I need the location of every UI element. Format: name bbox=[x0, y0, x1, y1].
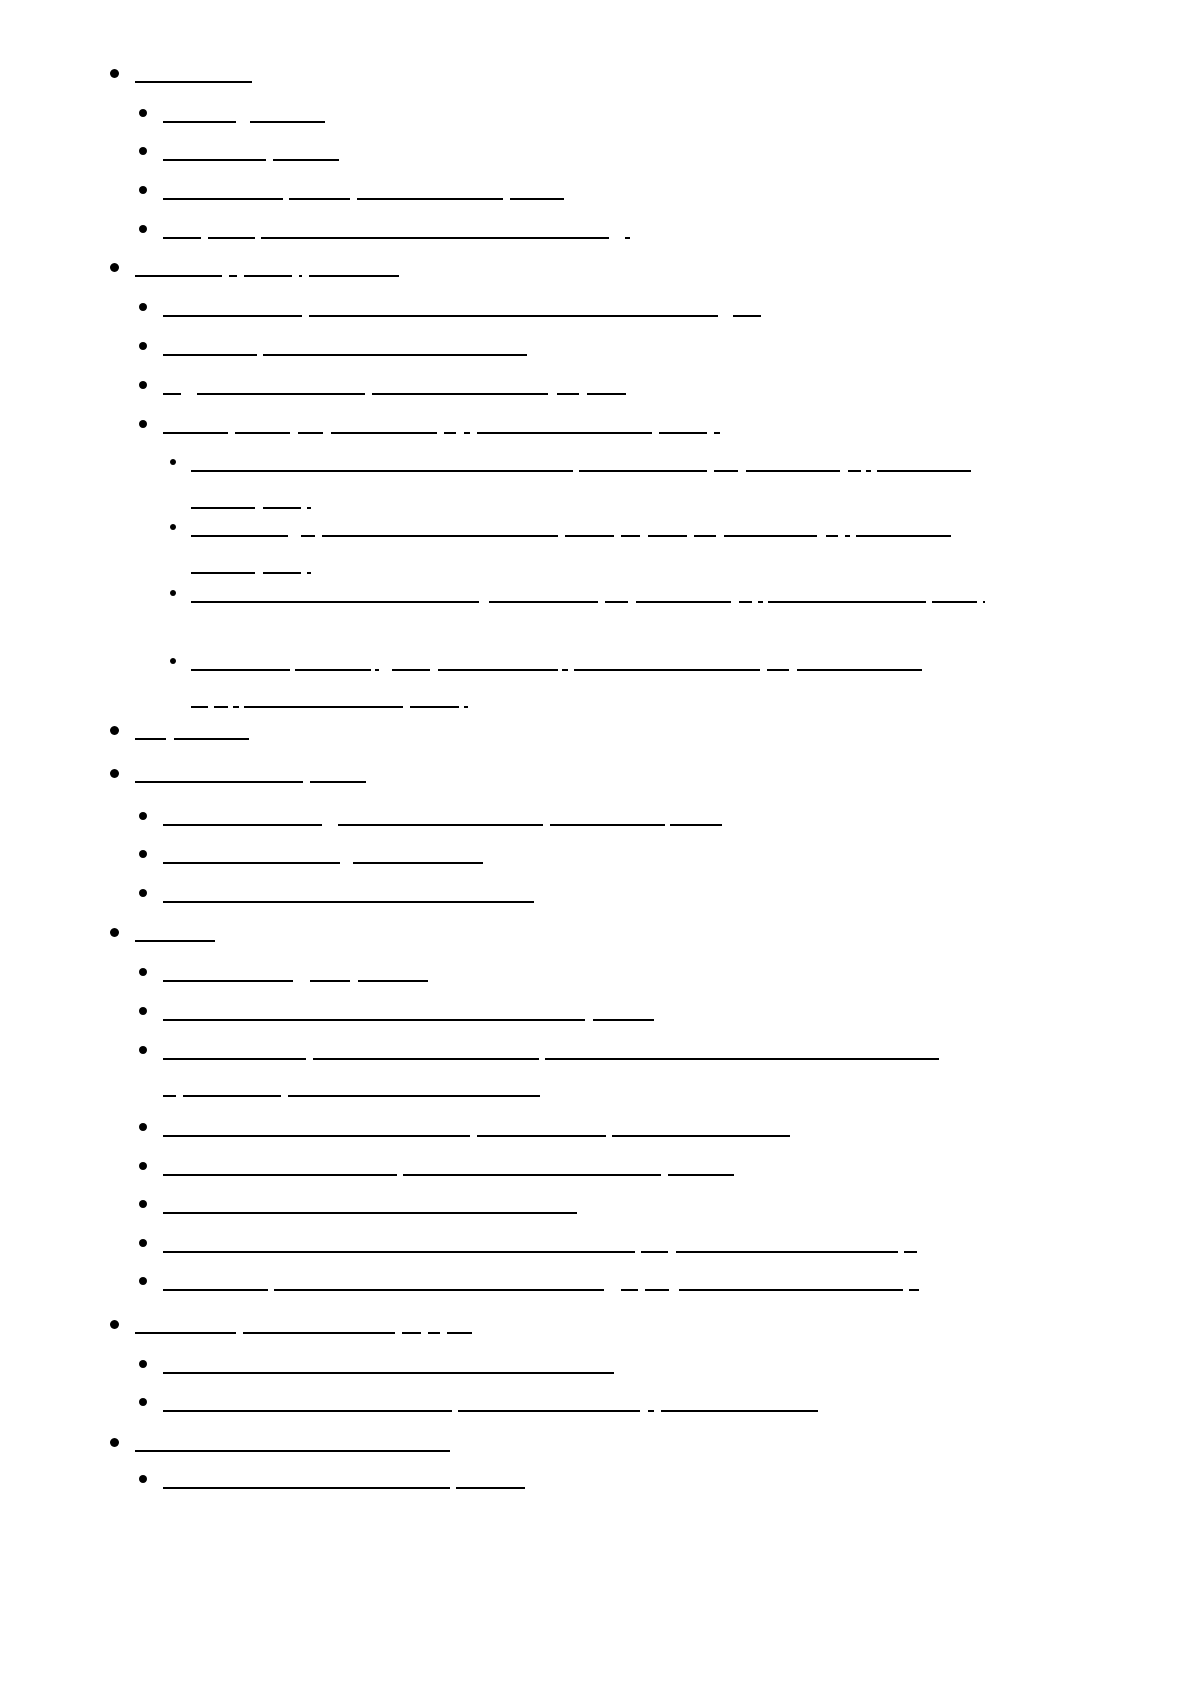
link-underline[interactable] bbox=[641, 1251, 668, 1253]
link-underline[interactable] bbox=[163, 1487, 450, 1489]
link-underline[interactable] bbox=[250, 121, 325, 123]
link-underline[interactable] bbox=[856, 535, 951, 537]
bullet-icon bbox=[139, 342, 147, 350]
link-underline[interactable] bbox=[301, 535, 315, 537]
bullet-icon bbox=[139, 1162, 147, 1170]
bullet-icon bbox=[110, 69, 119, 78]
link-underline[interactable] bbox=[309, 315, 718, 317]
link-underline[interactable] bbox=[679, 1289, 903, 1291]
link-underline[interactable] bbox=[263, 507, 301, 509]
bullet-icon bbox=[139, 812, 147, 820]
link-underline[interactable] bbox=[163, 1251, 635, 1253]
link-underline[interactable] bbox=[322, 535, 558, 537]
link-underline[interactable] bbox=[444, 432, 456, 434]
link-underline[interactable] bbox=[191, 507, 255, 509]
link-underline[interactable] bbox=[273, 159, 339, 161]
link-underline[interactable] bbox=[163, 1174, 397, 1176]
bullet-icon bbox=[170, 590, 176, 596]
link-underline[interactable] bbox=[565, 535, 614, 537]
link-underline[interactable] bbox=[909, 1289, 919, 1291]
link-underline[interactable] bbox=[456, 1487, 525, 1489]
link-underline[interactable] bbox=[714, 470, 738, 472]
link-underline[interactable] bbox=[274, 1289, 604, 1291]
link-underline[interactable] bbox=[562, 669, 568, 671]
bullet-icon bbox=[110, 726, 119, 735]
link-underline[interactable] bbox=[659, 432, 707, 434]
bullet-icon bbox=[139, 1046, 147, 1054]
link-underline[interactable] bbox=[392, 669, 430, 671]
link-underline[interactable] bbox=[724, 535, 817, 537]
link-underline[interactable] bbox=[135, 781, 303, 783]
link-underline[interactable] bbox=[135, 738, 166, 740]
link-underline[interactable] bbox=[845, 535, 850, 537]
link-underline[interactable] bbox=[464, 706, 468, 708]
link-underline[interactable] bbox=[670, 824, 722, 826]
link-underline[interactable] bbox=[410, 706, 459, 708]
link-underline[interactable] bbox=[163, 1289, 268, 1291]
link-underline[interactable] bbox=[447, 1332, 472, 1334]
bullet-icon bbox=[139, 1239, 147, 1247]
link-underline[interactable] bbox=[587, 393, 626, 395]
link-underline[interactable] bbox=[428, 1332, 440, 1334]
bullet-icon bbox=[139, 968, 147, 976]
link-underline[interactable] bbox=[372, 393, 548, 395]
link-underline[interactable] bbox=[163, 393, 181, 395]
link-underline[interactable] bbox=[357, 198, 503, 200]
link-underline[interactable] bbox=[648, 535, 687, 537]
link-underline[interactable] bbox=[648, 1410, 654, 1412]
link-underline[interactable] bbox=[197, 393, 365, 395]
link-underline[interactable] bbox=[191, 535, 288, 537]
link-underline[interactable] bbox=[358, 980, 428, 982]
link-underline[interactable] bbox=[298, 432, 323, 434]
link-underline[interactable] bbox=[477, 432, 652, 434]
link-underline[interactable] bbox=[163, 1212, 577, 1214]
bullet-icon bbox=[139, 1200, 147, 1208]
link-underline[interactable] bbox=[645, 1289, 669, 1291]
link-underline[interactable] bbox=[163, 315, 302, 317]
link-underline[interactable] bbox=[579, 470, 707, 472]
link-underline[interactable] bbox=[163, 354, 257, 356]
link-underline[interactable] bbox=[261, 237, 609, 239]
link-underline[interactable] bbox=[191, 470, 573, 472]
link-underline[interactable] bbox=[191, 572, 255, 574]
bullet-icon bbox=[170, 459, 176, 465]
link-underline[interactable] bbox=[191, 601, 479, 603]
link-underline[interactable] bbox=[714, 432, 720, 434]
bullet-icon bbox=[110, 769, 119, 778]
bullet-icon bbox=[139, 186, 147, 194]
link-underline[interactable] bbox=[375, 669, 379, 671]
link-underline[interactable] bbox=[163, 432, 228, 434]
link-underline[interactable] bbox=[612, 1135, 790, 1137]
link-underline[interactable] bbox=[191, 669, 290, 671]
link-underline[interactable] bbox=[768, 601, 926, 603]
bullet-icon bbox=[139, 225, 147, 233]
bullet-icon bbox=[139, 1360, 147, 1368]
link-underline[interactable] bbox=[263, 572, 301, 574]
link-underline[interactable] bbox=[163, 1019, 585, 1021]
link-underline[interactable] bbox=[932, 601, 977, 603]
link-underline[interactable] bbox=[550, 824, 665, 826]
link-underline[interactable] bbox=[289, 198, 350, 200]
link-underline[interactable] bbox=[661, 1410, 818, 1412]
link-underline[interactable] bbox=[313, 1058, 539, 1060]
link-underline[interactable] bbox=[163, 198, 283, 200]
link-underline[interactable] bbox=[163, 980, 293, 982]
link-underline[interactable] bbox=[135, 275, 222, 277]
link-underline[interactable] bbox=[243, 1332, 395, 1334]
link-underline[interactable] bbox=[214, 706, 228, 708]
link-underline[interactable] bbox=[174, 738, 249, 740]
link-underline[interactable] bbox=[625, 237, 630, 239]
link-underline[interactable] bbox=[135, 940, 215, 942]
link-underline[interactable] bbox=[235, 432, 290, 434]
link-underline[interactable] bbox=[295, 669, 371, 671]
link-underline[interactable] bbox=[288, 1095, 540, 1097]
link-underline[interactable] bbox=[163, 1135, 470, 1137]
link-underline[interactable] bbox=[307, 507, 311, 509]
link-underline[interactable] bbox=[676, 1251, 898, 1253]
link-underline[interactable] bbox=[309, 275, 399, 277]
bullet-icon bbox=[110, 928, 119, 937]
bullet-icon bbox=[139, 303, 147, 311]
bullet-icon bbox=[139, 1277, 147, 1285]
link-underline[interactable] bbox=[135, 81, 252, 83]
bullet-icon bbox=[139, 850, 147, 858]
link-underline[interactable] bbox=[746, 470, 840, 472]
link-underline[interactable] bbox=[163, 1058, 306, 1060]
link-underline[interactable] bbox=[353, 862, 483, 864]
link-underline[interactable] bbox=[694, 535, 716, 537]
link-underline[interactable] bbox=[574, 669, 760, 671]
bullet-icon bbox=[170, 658, 176, 664]
bullet-icon bbox=[110, 1438, 119, 1447]
link-underline[interactable] bbox=[605, 601, 628, 603]
link-underline[interactable] bbox=[244, 706, 403, 708]
link-underline[interactable] bbox=[489, 601, 598, 603]
link-underline[interactable] bbox=[307, 572, 311, 574]
link-underline[interactable] bbox=[191, 706, 208, 708]
bullet-icon bbox=[110, 1320, 119, 1329]
bullet-icon bbox=[139, 889, 147, 897]
link-underline[interactable] bbox=[477, 1135, 606, 1137]
link-underline[interactable] bbox=[458, 1410, 640, 1412]
link-underline[interactable] bbox=[621, 1289, 638, 1291]
link-underline[interactable] bbox=[403, 1174, 661, 1176]
link-underline[interactable] bbox=[163, 237, 201, 239]
link-underline[interactable] bbox=[331, 432, 437, 434]
link-underline[interactable] bbox=[621, 535, 640, 537]
link-underline[interactable] bbox=[299, 275, 302, 277]
link-underline[interactable] bbox=[310, 980, 350, 982]
link-underline[interactable] bbox=[636, 601, 731, 603]
link-underline[interactable] bbox=[163, 159, 266, 161]
link-underline[interactable] bbox=[438, 669, 558, 671]
bullet-icon bbox=[139, 420, 147, 428]
bullet-icon bbox=[139, 1398, 147, 1406]
link-underline[interactable] bbox=[668, 1174, 734, 1176]
bullet-icon bbox=[139, 109, 147, 117]
bullet-icon bbox=[139, 1007, 147, 1015]
link-underline[interactable] bbox=[310, 781, 366, 783]
link-underline[interactable] bbox=[877, 470, 971, 472]
link-underline[interactable] bbox=[229, 275, 237, 277]
link-underline[interactable] bbox=[163, 1095, 176, 1097]
link-underline[interactable] bbox=[848, 470, 861, 472]
link-underline[interactable] bbox=[767, 669, 789, 671]
bullet-icon bbox=[110, 263, 119, 272]
bullet-icon bbox=[139, 147, 147, 155]
link-underline[interactable] bbox=[163, 901, 534, 903]
link-underline[interactable] bbox=[866, 470, 871, 472]
bullet-icon bbox=[139, 381, 147, 389]
link-underline[interactable] bbox=[135, 1450, 450, 1452]
link-underline[interactable] bbox=[593, 1019, 654, 1021]
link-underline[interactable] bbox=[797, 669, 922, 671]
link-underline[interactable] bbox=[739, 601, 752, 603]
bullet-icon bbox=[170, 524, 176, 530]
link-underline[interactable] bbox=[733, 315, 761, 317]
link-underline[interactable] bbox=[557, 393, 579, 395]
link-underline[interactable] bbox=[233, 706, 239, 708]
link-underline[interactable] bbox=[163, 1372, 614, 1374]
link-underline[interactable] bbox=[904, 1251, 917, 1253]
link-underline[interactable] bbox=[983, 601, 985, 603]
link-underline[interactable] bbox=[163, 824, 322, 826]
link-underline[interactable] bbox=[758, 601, 763, 603]
link-underline[interactable] bbox=[545, 1058, 939, 1060]
link-underline[interactable] bbox=[135, 1332, 236, 1334]
link-underline[interactable] bbox=[338, 824, 543, 826]
link-underline[interactable] bbox=[208, 237, 255, 239]
link-underline[interactable] bbox=[464, 432, 470, 434]
bullet-icon bbox=[139, 1123, 147, 1131]
link-underline[interactable] bbox=[244, 275, 292, 277]
link-underline[interactable] bbox=[163, 862, 340, 864]
bullet-icon bbox=[139, 1475, 147, 1483]
link-underline[interactable] bbox=[163, 121, 236, 123]
link-underline[interactable] bbox=[263, 354, 527, 356]
link-underline[interactable] bbox=[510, 198, 564, 200]
link-underline[interactable] bbox=[183, 1095, 281, 1097]
link-underline[interactable] bbox=[163, 1410, 452, 1412]
link-underline[interactable] bbox=[826, 535, 838, 537]
link-underline[interactable] bbox=[402, 1332, 421, 1334]
